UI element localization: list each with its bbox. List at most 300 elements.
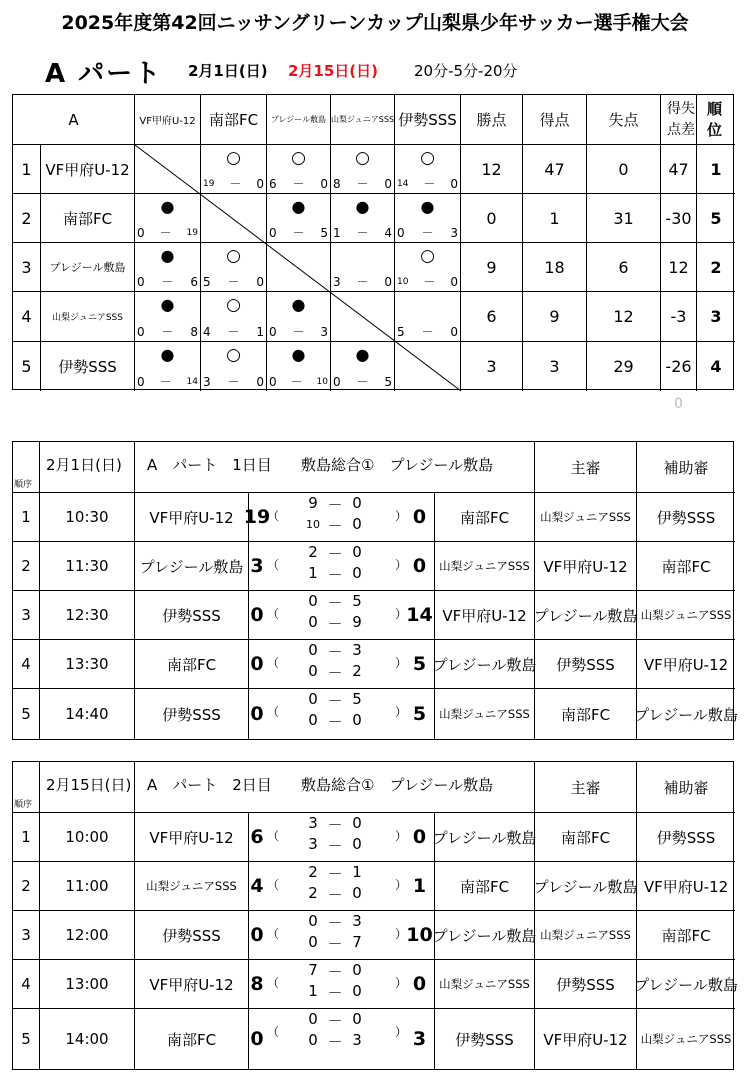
schedule-table-day2 xyxy=(12,761,738,1070)
half-scores xyxy=(265,689,405,739)
goals-against-value: 12 xyxy=(587,292,661,342)
kickoff-time: 11:30 xyxy=(40,542,135,591)
order-label: 順序 xyxy=(14,800,33,810)
close-paren: ） xyxy=(394,829,407,843)
open-paren: （ xyxy=(267,1025,280,1039)
goals-against-header: 失点 xyxy=(587,95,661,145)
kickoff-time: 10:00 xyxy=(40,813,135,862)
goals-for-value: 1 xyxy=(523,194,587,243)
score-against: 0 xyxy=(450,177,458,191)
away-team: 南部FC xyxy=(435,862,535,911)
result-mark: ● xyxy=(160,295,175,314)
row-number: 3 xyxy=(13,243,41,292)
match-order: 1 xyxy=(13,493,40,542)
half-away-goals: 5 xyxy=(352,592,362,610)
open-paren: （ xyxy=(267,705,280,719)
score-for: 0 xyxy=(333,375,341,389)
match-order: 5 xyxy=(13,689,40,739)
schedule-venue: 敷島総合① プレジール敷島 xyxy=(301,456,494,474)
half-dash: － xyxy=(327,594,343,612)
referee-team: VF甲府U-12 xyxy=(535,1009,637,1069)
half-scores xyxy=(265,862,405,911)
home-score: 0 xyxy=(249,640,265,689)
half-dash: － xyxy=(327,963,343,981)
match-order: 3 xyxy=(13,911,40,960)
referee-team: 伊勢SSS xyxy=(535,960,637,1009)
score-dash: － xyxy=(290,375,303,389)
schedule-date: 2月1日(日) xyxy=(46,456,122,474)
rank-value: 1 xyxy=(697,145,735,194)
result-mark: ● xyxy=(291,197,306,216)
score-against: 0 xyxy=(320,177,328,191)
result-mark: ● xyxy=(355,345,370,364)
half-dash: － xyxy=(327,886,343,904)
score-dash: － xyxy=(161,275,174,289)
half-home-goals: 2 xyxy=(308,863,318,881)
assistant-team: 南部FC xyxy=(637,542,735,591)
close-paren: ） xyxy=(394,878,407,892)
half-dash: － xyxy=(327,914,343,932)
kickoff-time: 14:00 xyxy=(40,1009,135,1069)
half-dash: － xyxy=(327,692,343,710)
goals-for-value: 18 xyxy=(523,243,587,292)
home-team: 伊勢SSS xyxy=(135,591,249,640)
rank-value: 5 xyxy=(697,194,735,243)
half-scores xyxy=(265,542,405,591)
away-score: 0 xyxy=(405,813,435,862)
result-mark: ● xyxy=(291,295,306,314)
home-score: 0 xyxy=(249,911,265,960)
standings-table xyxy=(12,94,734,390)
goal-diff-header-char: 得 xyxy=(667,101,681,117)
close-paren: ） xyxy=(394,509,407,523)
referee-team: 伊勢SSS xyxy=(535,640,637,689)
away-score: 5 xyxy=(405,689,435,739)
score-against: 3 xyxy=(450,226,458,240)
open-paren: （ xyxy=(267,558,280,572)
away-score: 5 xyxy=(405,640,435,689)
score-against: 1 xyxy=(256,325,264,339)
home-team: VF甲府U-12 xyxy=(135,960,249,1009)
away-team: VF甲府U-12 xyxy=(435,591,535,640)
assistant-team: プレジール敷島 xyxy=(637,960,735,1009)
half-away-goals: 0 xyxy=(352,982,362,1000)
away-score: 10 xyxy=(405,911,435,960)
referee-team: 南部FC xyxy=(535,689,637,739)
open-paren: （ xyxy=(267,829,280,843)
score-for: 0 xyxy=(137,275,145,289)
close-paren: ） xyxy=(394,705,407,719)
score-against: 5 xyxy=(384,375,392,389)
close-paren: ） xyxy=(394,1025,407,1039)
points-value: 6 xyxy=(461,292,523,342)
away-team: 伊勢SSS xyxy=(435,1009,535,1069)
half-away-goals: 2 xyxy=(352,662,362,680)
first-half-score xyxy=(265,961,405,982)
away-score: 3 xyxy=(405,1009,435,1069)
date-header xyxy=(40,442,135,493)
goal-diff-value: 12 xyxy=(661,243,697,292)
score-for: 19 xyxy=(203,179,215,189)
half-away-goals: 0 xyxy=(352,711,362,729)
half-scores xyxy=(265,640,405,689)
score-for: 3 xyxy=(203,375,211,389)
first-half-score xyxy=(265,592,405,613)
goals-against-value: 31 xyxy=(587,194,661,243)
score-against: 0 xyxy=(256,275,264,289)
referee-team: VF甲府U-12 xyxy=(535,542,637,591)
score-dash: － xyxy=(292,177,305,191)
half-home-goals: 0 xyxy=(308,912,318,930)
part-venue-header xyxy=(135,762,535,813)
half-home-goals: 0 xyxy=(308,1031,318,1049)
second-half-score xyxy=(265,1031,405,1052)
goals-for-value: 47 xyxy=(523,145,587,194)
half-dash: － xyxy=(327,517,343,535)
goals-against-value: 0 xyxy=(587,145,661,194)
result-mark: ○ xyxy=(226,345,241,365)
kickoff-time: 13:30 xyxy=(40,640,135,689)
match-order: 1 xyxy=(13,813,40,862)
referee-team: 南部FC xyxy=(535,813,637,862)
half-home-goals: 7 xyxy=(308,961,318,979)
referee-header: 主審 xyxy=(535,762,637,813)
half-home-goals: 2 xyxy=(308,543,318,561)
score-dash: － xyxy=(161,325,174,339)
home-team: VF甲府U-12 xyxy=(135,813,249,862)
second-half-score xyxy=(265,613,405,634)
score-dash: － xyxy=(421,226,434,240)
first-half-score xyxy=(265,863,405,884)
order-header xyxy=(13,442,40,493)
half-home-goals: 0 xyxy=(308,711,318,729)
team-name: 山梨ジュニアSSS xyxy=(41,292,135,342)
rank-header-char: 位 xyxy=(707,121,723,139)
half-dash: － xyxy=(327,496,343,514)
half-away-goals: 0 xyxy=(352,961,362,979)
result-mark: ○ xyxy=(226,295,241,315)
goals-against-value: 29 xyxy=(587,342,661,391)
score-for: 14 xyxy=(397,179,409,189)
half-scores xyxy=(265,1009,405,1069)
score-dash: － xyxy=(292,226,305,240)
score-for: 6 xyxy=(269,177,277,191)
score-for: 1 xyxy=(333,226,341,240)
half-home-goals: 0 xyxy=(308,1010,318,1028)
away-team: プレジール敷島 xyxy=(435,911,535,960)
half-dash: － xyxy=(327,643,343,661)
first-half-score xyxy=(265,814,405,835)
schedule-venue: 敷島総合① プレジール敷島 xyxy=(301,776,494,794)
home-team: 伊勢SSS xyxy=(135,689,249,739)
team-name: VF甲府U-12 xyxy=(41,145,135,194)
half-away-goals: 3 xyxy=(352,641,362,659)
match-order: 2 xyxy=(13,542,40,591)
points-value: 3 xyxy=(461,342,523,391)
schedule-part: A パート 2日目 xyxy=(147,776,272,794)
half-away-goals: 0 xyxy=(352,814,362,832)
goal-diff-value: -26 xyxy=(661,342,697,391)
referee-team: プレジール敷島 xyxy=(535,862,637,911)
match-format: 20分-5分-20分 xyxy=(414,62,518,80)
opponent-header: 南部FC xyxy=(201,95,267,145)
score-against: 8 xyxy=(190,325,198,339)
half-away-goals: 3 xyxy=(352,1031,362,1049)
half-away-goals: 3 xyxy=(352,912,362,930)
goal-diff-value: -30 xyxy=(661,194,697,243)
half-home-goals: 0 xyxy=(308,933,318,951)
half-away-goals: 0 xyxy=(352,835,362,853)
away-score: 1 xyxy=(405,862,435,911)
kickoff-time: 12:30 xyxy=(40,591,135,640)
points-value: 12 xyxy=(461,145,523,194)
home-team: 南部FC xyxy=(135,640,249,689)
referee-team: 山梨ジュニアSSS xyxy=(535,493,637,542)
score-dash: － xyxy=(356,177,369,191)
score-against: 0 xyxy=(384,275,392,289)
rank-header-char: 順 xyxy=(707,100,723,118)
part-heading: A パート xyxy=(45,59,163,89)
away-score: 0 xyxy=(405,493,435,542)
score-dash: － xyxy=(159,226,172,240)
half-home-goals: 0 xyxy=(308,641,318,659)
half-home-goals: 0 xyxy=(308,662,318,680)
result-mark: ○ xyxy=(226,148,241,168)
half-away-goals: 7 xyxy=(352,933,362,951)
half-scores xyxy=(265,911,405,960)
assistant-team: プレジール敷島 xyxy=(634,705,738,724)
match-order: 4 xyxy=(13,960,40,1009)
referee-header: 主審 xyxy=(535,442,637,493)
kickoff-time: 10:30 xyxy=(40,493,135,542)
score-against: 0 xyxy=(384,177,392,191)
result-mark: ● xyxy=(420,197,435,216)
score-for: 5 xyxy=(203,275,211,289)
half-dash: － xyxy=(327,837,343,855)
home-score: 6 xyxy=(249,813,265,862)
half-away-goals: 0 xyxy=(352,564,362,582)
points-value: 9 xyxy=(461,243,523,292)
score-dash: － xyxy=(423,275,436,289)
goal-diff-value: 47 xyxy=(661,145,697,194)
opponent-header: VF甲府U-12 xyxy=(135,95,201,145)
half-dash: － xyxy=(327,566,343,584)
home-team: プレジール敷島 xyxy=(135,542,249,591)
home-team: 山梨ジュニアSSS xyxy=(135,862,249,911)
row-number: 4 xyxy=(13,292,41,342)
result-mark: ● xyxy=(160,246,175,265)
away-score: 0 xyxy=(405,542,435,591)
rank-value: 3 xyxy=(697,292,735,342)
away-team: 山梨ジュニアSSS xyxy=(435,960,535,1009)
opponent-header: プレジール敷島 xyxy=(267,95,331,145)
half-home-goals: 9 xyxy=(308,494,318,512)
result-mark: ● xyxy=(160,197,175,216)
score-dash: － xyxy=(227,325,240,339)
goals-for-header: 得点 xyxy=(523,95,587,145)
half-home-goals: 10 xyxy=(306,518,320,531)
referee-team: 山梨ジュニアSSS xyxy=(535,911,637,960)
open-paren: （ xyxy=(267,607,280,621)
open-paren: （ xyxy=(267,976,280,990)
part-venue-header xyxy=(135,442,535,493)
half-home-goals: 0 xyxy=(308,613,318,631)
half-away-goals: 0 xyxy=(352,543,362,561)
diagonal-line xyxy=(135,145,461,391)
goal-diff-header-char: 失 xyxy=(681,101,695,117)
assistant-team: 山梨ジュニアSSS xyxy=(640,1032,732,1046)
home-team: 南部FC xyxy=(135,1009,249,1069)
half-dash: － xyxy=(327,615,343,633)
half-dash: － xyxy=(327,545,343,563)
score-against: 0 xyxy=(450,325,458,339)
away-score: 14 xyxy=(405,591,435,640)
half-dash: － xyxy=(327,935,343,953)
kickoff-time: 14:40 xyxy=(40,689,135,739)
score-for: 5 xyxy=(397,325,405,339)
half-dash: － xyxy=(327,664,343,682)
score-against: 0 xyxy=(256,177,264,191)
score-dash: － xyxy=(227,275,240,289)
stray-mark: 0 xyxy=(674,396,683,412)
goal-diff-value: -3 xyxy=(661,292,697,342)
half-away-goals: 0 xyxy=(352,1010,362,1028)
row-number: 1 xyxy=(13,145,41,194)
half-dash: － xyxy=(327,713,343,731)
schedule-table-day1 xyxy=(12,441,738,740)
standings-corner: A xyxy=(13,95,135,145)
points-header: 勝点 xyxy=(461,95,523,145)
goal-diff-header-char: 差 xyxy=(681,122,695,138)
rank-value: 4 xyxy=(710,357,722,376)
half-scores xyxy=(265,591,405,640)
away-team: 山梨ジュニアSSS xyxy=(435,689,535,739)
rank-value: 2 xyxy=(697,243,735,292)
score-against: 4 xyxy=(384,226,392,240)
half-home-goals: 3 xyxy=(308,835,318,853)
date-header xyxy=(40,762,135,813)
opponent-header: 山梨ジュニアSSS xyxy=(331,95,395,145)
first-half-score xyxy=(265,641,405,662)
away-team: 南部FC xyxy=(435,493,535,542)
half-home-goals: 0 xyxy=(308,592,318,610)
half-dash: － xyxy=(327,816,343,834)
result-mark: ○ xyxy=(291,148,306,168)
home-score: 0 xyxy=(250,703,264,725)
score-against: 0 xyxy=(450,275,458,289)
goals-for-value: 9 xyxy=(523,292,587,342)
half-dash: － xyxy=(327,984,343,1002)
row-number: 2 xyxy=(13,194,41,243)
score-dash: － xyxy=(229,177,242,191)
score-for: 0 xyxy=(137,325,145,339)
result-mark: ● xyxy=(355,197,370,216)
score-dash: － xyxy=(292,325,305,339)
open-paren: （ xyxy=(267,509,280,523)
half-dash: － xyxy=(327,865,343,883)
self-match-diagonal xyxy=(13,95,735,391)
half-home-goals: 1 xyxy=(308,982,318,1000)
second-half-score xyxy=(265,835,405,856)
home-score: 3 xyxy=(249,542,265,591)
close-paren: ） xyxy=(394,976,407,990)
first-half-score xyxy=(265,690,405,711)
score-against: 19 xyxy=(186,228,198,238)
match-order: 4 xyxy=(13,640,40,689)
result-mark: ○ xyxy=(420,148,435,168)
order-label: 順序 xyxy=(14,480,33,490)
score-dash: － xyxy=(356,226,369,240)
half-scores xyxy=(265,960,405,1009)
assistant-team: VF甲府U-12 xyxy=(637,862,735,911)
half-home-goals: 0 xyxy=(308,690,318,708)
second-half-score xyxy=(265,515,405,536)
assistant-team: 山梨ジュニアSSS xyxy=(637,591,735,640)
second-half-score xyxy=(265,884,405,905)
second-half-score xyxy=(265,662,405,683)
first-half-score xyxy=(265,912,405,933)
referee-team: プレジール敷島 xyxy=(535,591,637,640)
kickoff-time: 13:00 xyxy=(40,960,135,1009)
home-score: 0 xyxy=(249,591,265,640)
home-score: 8 xyxy=(249,960,265,1009)
score-dash: － xyxy=(356,375,369,389)
home-score: 0 xyxy=(250,1028,264,1050)
half-away-goals: 0 xyxy=(352,515,362,533)
match-order: 2 xyxy=(13,862,40,911)
away-team: 山梨ジュニアSSS xyxy=(435,542,535,591)
away-team: プレジール敷島 xyxy=(435,813,535,862)
second-half-score xyxy=(265,982,405,1003)
first-half-score xyxy=(265,1010,405,1031)
half-away-goals: 0 xyxy=(352,884,362,902)
half-home-goals: 2 xyxy=(308,884,318,902)
schedule-date: 2月15日(日) xyxy=(46,776,132,794)
result-mark: ● xyxy=(160,345,175,364)
team-name: 南部FC xyxy=(41,194,135,243)
second-half-score xyxy=(265,711,405,732)
assistant-team: 伊勢SSS xyxy=(637,493,735,542)
half-away-goals: 1 xyxy=(352,863,362,881)
home-team: 伊勢SSS xyxy=(135,911,249,960)
result-mark: ● xyxy=(291,345,306,364)
half-away-goals: 9 xyxy=(352,613,362,631)
score-for: 0 xyxy=(269,375,277,389)
close-paren: ） xyxy=(394,558,407,572)
home-score: 19 xyxy=(249,493,265,542)
score-dash: － xyxy=(421,325,434,339)
page-title: 2025年度第42回ニッサングリーンカップ山梨県少年サッカー選手権大会 xyxy=(61,12,689,34)
away-team: プレジール敷島 xyxy=(435,640,535,689)
assistant-header: 補助審 xyxy=(637,442,735,493)
half-scores xyxy=(265,493,405,542)
half-home-goals: 3 xyxy=(308,814,318,832)
score-against: 5 xyxy=(320,226,328,240)
score-dash: － xyxy=(356,275,369,289)
half-away-goals: 5 xyxy=(352,690,362,708)
score-against: 6 xyxy=(190,275,198,289)
score-dash: － xyxy=(227,375,240,389)
home-score: 4 xyxy=(249,862,265,911)
second-half-score xyxy=(265,564,405,585)
open-paren: （ xyxy=(267,656,280,670)
order-header xyxy=(13,762,40,813)
close-paren: ） xyxy=(394,927,407,941)
team-name: 伊勢SSS xyxy=(41,342,135,391)
score-for: 0 xyxy=(269,325,277,339)
score-dash: － xyxy=(159,375,172,389)
score-for: 4 xyxy=(203,325,211,339)
